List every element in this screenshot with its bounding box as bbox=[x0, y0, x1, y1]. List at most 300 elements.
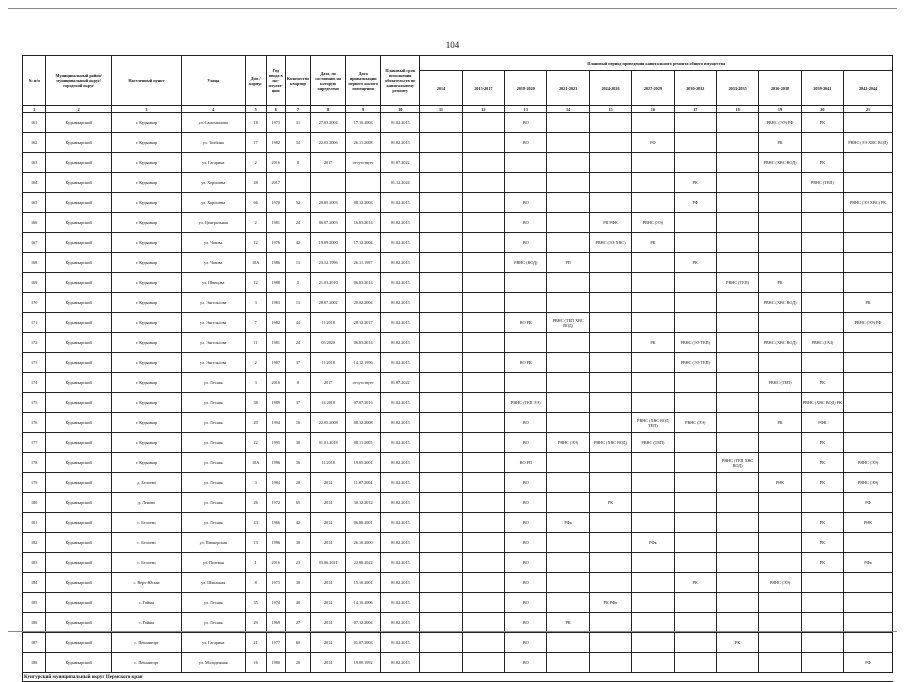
table-cell: г. Кудымкар bbox=[112, 133, 182, 153]
table-cell bbox=[716, 533, 758, 553]
table-cell: 01.02.2015 bbox=[381, 613, 420, 633]
table-cell: 48 bbox=[245, 173, 266, 193]
table-cell bbox=[420, 613, 462, 633]
table-cell: РВНС (ЭЭ) bbox=[674, 413, 716, 433]
table-cell bbox=[462, 453, 504, 473]
table-cell bbox=[759, 393, 801, 413]
table-cell: 169 bbox=[23, 273, 46, 293]
table-cell: Кудымкарский bbox=[46, 253, 112, 273]
table-cell bbox=[589, 153, 631, 173]
table-cell: 1974 bbox=[266, 593, 285, 613]
table-cell: 8 bbox=[285, 373, 310, 393]
table-cell bbox=[589, 173, 631, 193]
table-cell: 01.02.2015 bbox=[381, 333, 420, 353]
table-cell: РК bbox=[801, 513, 843, 533]
column-number: 21 bbox=[844, 106, 893, 113]
table-cell: 01.02.2015 bbox=[381, 193, 420, 213]
table-cell bbox=[547, 353, 589, 373]
table-cell: РК bbox=[674, 173, 716, 193]
table-cell: 05.2020 bbox=[311, 333, 346, 353]
table-cell: РВНС (ХВС ВОД) bbox=[589, 433, 631, 453]
table-cell: ул. Хорошева bbox=[181, 173, 245, 193]
table-cell: ВО bbox=[505, 193, 547, 213]
table-cell: РВНС (ТЕП ЭЭ) bbox=[505, 393, 547, 413]
table-cell: 185 bbox=[23, 593, 46, 613]
table-cell bbox=[420, 233, 462, 253]
table-cell: 161 bbox=[23, 113, 46, 133]
table-cell: РК bbox=[801, 553, 843, 573]
table-cell bbox=[674, 533, 716, 553]
table-cell bbox=[674, 213, 716, 233]
table-cell bbox=[547, 133, 589, 153]
table-cell: 181 bbox=[23, 513, 46, 533]
table-cell bbox=[674, 133, 716, 153]
table-cell bbox=[505, 333, 547, 353]
table-cell bbox=[462, 173, 504, 193]
table-cell: с. Пешнигорт bbox=[112, 633, 182, 653]
table-cell: ул. Лесная bbox=[181, 453, 245, 473]
table-cell: 1975 bbox=[266, 573, 285, 593]
table-cell: РК bbox=[716, 633, 758, 653]
table-cell: 43 bbox=[245, 513, 266, 533]
table-cell bbox=[801, 233, 843, 253]
table-cell: 1973 bbox=[266, 113, 285, 133]
table-cell bbox=[420, 153, 462, 173]
table-cell bbox=[801, 653, 843, 673]
table-cell bbox=[547, 213, 589, 233]
table-cell: 01.02.2015 bbox=[381, 473, 420, 493]
table-cell bbox=[462, 533, 504, 553]
table-row bbox=[23, 333, 893, 353]
table-cell: Кудымкарский bbox=[46, 373, 112, 393]
table-cell: г. Кудымкар bbox=[112, 353, 182, 373]
table-cell: 1966 bbox=[266, 513, 285, 533]
table-cell: г. Кудымкар bbox=[112, 393, 182, 413]
table-cell: Кудымкарский bbox=[46, 613, 112, 633]
table-cell: ВО bbox=[505, 133, 547, 153]
table-cell: 11 bbox=[245, 333, 266, 353]
table-cell bbox=[462, 593, 504, 613]
table-cell bbox=[632, 393, 674, 413]
table-cell bbox=[801, 633, 843, 653]
table-cell: с. Белоево bbox=[112, 513, 182, 533]
table-cell bbox=[716, 293, 758, 313]
table-cell: г. Кудымкар bbox=[112, 233, 182, 253]
table-cell: ВО bbox=[505, 613, 547, 633]
table-cell: д. Леново bbox=[112, 493, 182, 513]
table-cell bbox=[589, 293, 631, 313]
table-cell bbox=[462, 473, 504, 493]
table-cell bbox=[547, 533, 589, 553]
table-cell: д. Белоево bbox=[112, 473, 182, 493]
table-cell: 7 bbox=[245, 313, 266, 333]
table-cell: 20 bbox=[285, 653, 310, 673]
table-cell: ул. Лесная bbox=[181, 513, 245, 533]
table-cell bbox=[589, 453, 631, 473]
table-cell bbox=[462, 253, 504, 273]
header-period-2027-2029: 2027-2029 bbox=[632, 71, 674, 106]
table-cell bbox=[674, 633, 716, 653]
table-cell bbox=[759, 213, 801, 233]
table-cell: 1983 bbox=[266, 293, 285, 313]
column-number: 14 bbox=[547, 106, 589, 113]
table-cell: РП bbox=[547, 253, 589, 273]
table-cell: 2014 bbox=[311, 633, 346, 653]
table-cell: 166 bbox=[23, 213, 46, 233]
table-cell bbox=[462, 613, 504, 633]
table-cell: 178 bbox=[23, 453, 46, 473]
table-cell bbox=[844, 173, 893, 193]
header-period-2042-2044: 2042-2044 bbox=[844, 71, 893, 106]
table-cell: 16 bbox=[285, 413, 310, 433]
table-cell: 01.12.2024 bbox=[381, 173, 420, 193]
table-cell: г. Кудымкар bbox=[112, 113, 182, 133]
table-cell bbox=[589, 393, 631, 413]
table-cell bbox=[632, 513, 674, 533]
table-cell: 29 bbox=[245, 613, 266, 633]
register-table-wrap bbox=[22, 55, 893, 682]
table-cell: 26.10.2000 bbox=[346, 533, 381, 553]
table-cell: 01.02.2015 bbox=[381, 353, 420, 373]
table-cell bbox=[462, 133, 504, 153]
table-cell: 01.07.2022 bbox=[381, 153, 420, 173]
table-cell: РК bbox=[674, 253, 716, 273]
table-cell: г. Кудымкар bbox=[112, 313, 182, 333]
table-cell: 01.02.2015 bbox=[381, 433, 420, 453]
table-cell: 52 bbox=[285, 193, 310, 213]
table-cell: ул. Самохвалова bbox=[181, 113, 245, 133]
table-cell: ВО bbox=[505, 493, 547, 513]
header-period-2030-2032: 2030-2032 bbox=[674, 71, 716, 106]
table-cell bbox=[844, 633, 893, 653]
column-number: 20 bbox=[801, 106, 843, 113]
table-cell: ул. Центральная bbox=[181, 213, 245, 233]
table-cell bbox=[462, 353, 504, 373]
table-cell: 165 bbox=[23, 193, 46, 213]
table-cell bbox=[632, 153, 674, 173]
table-cell: 27.03.2004 bbox=[311, 113, 346, 133]
table-cell: 187 bbox=[23, 633, 46, 653]
table-cell: 01.02.2015 bbox=[381, 573, 420, 593]
table-cell bbox=[420, 173, 462, 193]
table-cell bbox=[462, 633, 504, 653]
header-settlement: Населенный пункт bbox=[112, 56, 182, 106]
table-cell bbox=[759, 313, 801, 333]
table-cell: РК bbox=[759, 133, 801, 153]
table-row bbox=[23, 393, 893, 413]
table-cell: 162 bbox=[23, 133, 46, 153]
table-cell bbox=[632, 353, 674, 373]
table-cell bbox=[844, 113, 893, 133]
table-cell: 1989 bbox=[266, 393, 285, 413]
table-cell: 30 bbox=[285, 573, 310, 593]
column-number: 5 bbox=[245, 106, 266, 113]
table-cell: 03.06.2021 bbox=[311, 553, 346, 573]
table-cell: РНК bbox=[844, 513, 893, 533]
table-cell bbox=[716, 613, 758, 633]
table-cell: 19.09.1992 bbox=[346, 653, 381, 673]
table-cell: 01.02.2015 bbox=[381, 393, 420, 413]
table-cell: 22.05.2008 bbox=[311, 413, 346, 433]
table-cell: РФ bbox=[844, 493, 893, 513]
table-cell: РВНС (ХВС ВОД ТЕП) bbox=[632, 413, 674, 433]
table-cell: ВО bbox=[505, 593, 547, 613]
column-number: 9 bbox=[346, 106, 381, 113]
table-cell bbox=[589, 273, 631, 293]
table-row bbox=[23, 633, 893, 653]
table-cell: ВО bbox=[505, 573, 547, 593]
table-row bbox=[23, 513, 893, 533]
table-row bbox=[23, 213, 893, 233]
table-row bbox=[23, 293, 893, 313]
table-cell bbox=[632, 473, 674, 493]
table-cell bbox=[674, 313, 716, 333]
table-cell bbox=[420, 633, 462, 653]
table-cell: ВО bbox=[505, 653, 547, 673]
table-cell bbox=[505, 293, 547, 313]
table-cell: 2014 bbox=[311, 613, 346, 633]
table-cell: с. Белоево bbox=[112, 553, 182, 573]
table-cell bbox=[716, 493, 758, 513]
table-cell: 01.02.2015 bbox=[381, 253, 420, 273]
table-row bbox=[23, 233, 893, 253]
table-cell: 168 bbox=[23, 253, 46, 273]
table-cell bbox=[420, 333, 462, 353]
table-cell: 31 bbox=[285, 113, 310, 133]
header-apartments: Количество квартир bbox=[285, 56, 310, 106]
header-date-priv: Дата приватизации первого жилого помещения bbox=[346, 56, 381, 106]
table-cell: 06.07.2003 bbox=[311, 213, 346, 233]
table-cell: 01.02.2015 bbox=[381, 413, 420, 433]
table-cell: 1981 bbox=[266, 213, 285, 233]
table-row bbox=[23, 113, 893, 133]
table-cell: отсутствует bbox=[346, 153, 381, 173]
table-cell bbox=[420, 573, 462, 593]
table-cell bbox=[759, 253, 801, 273]
table-cell: Кудымкарский bbox=[46, 473, 112, 493]
table-cell: 20 bbox=[245, 413, 266, 433]
table-cell bbox=[674, 233, 716, 253]
table-cell bbox=[759, 533, 801, 553]
table-cell: 186 bbox=[23, 613, 46, 633]
table-cell bbox=[844, 353, 893, 373]
table-cell: ул. Энгельсова bbox=[181, 293, 245, 313]
table-cell: 01.02.2015 bbox=[381, 293, 420, 313]
table-cell bbox=[547, 173, 589, 193]
table-cell: с. Гайны bbox=[112, 613, 182, 633]
table-cell: РВНС (ТЕП) bbox=[759, 373, 801, 393]
table-cell bbox=[462, 653, 504, 673]
table-cell bbox=[716, 413, 758, 433]
table-cell bbox=[674, 433, 716, 453]
table-cell: 1988 bbox=[266, 273, 285, 293]
table-cell bbox=[716, 233, 758, 253]
table-cell: РФк bbox=[547, 513, 589, 533]
table-cell bbox=[674, 373, 716, 393]
table-cell: РВНС (ВОД) bbox=[505, 253, 547, 273]
table-row bbox=[23, 613, 893, 633]
table-cell: ВО bbox=[505, 553, 547, 573]
table-cell bbox=[589, 413, 631, 433]
table-cell: 8 bbox=[245, 573, 266, 593]
table-cell: г. Кудымкар bbox=[112, 453, 182, 473]
table-cell: РК bbox=[844, 293, 893, 313]
table-cell: 13 bbox=[285, 293, 310, 313]
column-number: 8 bbox=[311, 106, 346, 113]
column-number: 19 bbox=[759, 106, 801, 113]
table-cell bbox=[801, 133, 843, 153]
table-cell: Кудымкарский bbox=[46, 513, 112, 533]
table-cell bbox=[716, 573, 758, 593]
table-cell: ул. Лесная bbox=[181, 593, 245, 613]
table-cell: ул. Полевая bbox=[181, 553, 245, 573]
table-cell bbox=[759, 453, 801, 473]
table-cell bbox=[547, 393, 589, 413]
table-cell bbox=[589, 373, 631, 393]
table-cell: отсутствует bbox=[346, 373, 381, 393]
table-cell: 42 bbox=[285, 233, 310, 253]
table-cell bbox=[420, 473, 462, 493]
table-cell: РВНС (ЭЭ ХВС ВОД) bbox=[844, 133, 893, 153]
table-cell: 3 bbox=[245, 473, 266, 493]
table-row bbox=[23, 473, 893, 493]
table-cell bbox=[505, 173, 547, 193]
table-cell bbox=[589, 633, 631, 653]
table-cell: 11.2018 bbox=[311, 353, 346, 373]
table-row bbox=[23, 373, 893, 393]
table-cell bbox=[420, 193, 462, 213]
table-cell: РВНС (ЭЭ ТЕП) bbox=[674, 333, 716, 353]
table-cell: г. Кудымкар bbox=[112, 173, 182, 193]
table-cell: Кудымкарский bbox=[46, 433, 112, 453]
table-cell: 14.10.2006 bbox=[346, 593, 381, 613]
table-cell: 22.08.2022 bbox=[346, 553, 381, 573]
column-number: 17 bbox=[674, 106, 716, 113]
table-cell bbox=[589, 613, 631, 633]
header-num: № п/п bbox=[23, 56, 46, 106]
table-cell: 60 bbox=[285, 633, 310, 653]
table-cell bbox=[844, 333, 893, 353]
table-cell bbox=[801, 193, 843, 213]
table-cell: ул. Чазова bbox=[181, 233, 245, 253]
table-cell: ВО bbox=[505, 513, 547, 533]
table-cell: Кудымкарский bbox=[46, 233, 112, 253]
table-cell: 1984 bbox=[266, 473, 285, 493]
table-cell: 5 bbox=[285, 273, 310, 293]
table-cell: 2014 bbox=[311, 653, 346, 673]
header-period-2033-2035: 2033-2035 bbox=[716, 71, 758, 106]
table-cell: 14.2018 bbox=[311, 393, 346, 413]
table-cell: 08.12.2003 bbox=[346, 193, 381, 213]
table-cell bbox=[674, 513, 716, 533]
table-cell bbox=[716, 213, 758, 233]
table-cell: 1970 bbox=[266, 193, 285, 213]
table-cell bbox=[716, 473, 758, 493]
table-cell: 2014 bbox=[311, 473, 346, 493]
table-cell: ул. Лесная bbox=[181, 373, 245, 393]
table-cell: 21.03.2010 bbox=[311, 273, 346, 293]
table-cell bbox=[547, 553, 589, 573]
table-cell bbox=[759, 653, 801, 673]
table-cell: РВНС (ХВС ВОД) РК bbox=[801, 393, 843, 413]
table-cell bbox=[462, 393, 504, 413]
table-cell: ул. Энгельсова bbox=[181, 353, 245, 373]
table-cell: 12 bbox=[245, 233, 266, 253]
table-cell: РВНС (ГАЗ) bbox=[801, 333, 843, 353]
table-cell bbox=[632, 253, 674, 273]
table-cell: РВНС (ЭЭ) bbox=[759, 573, 801, 593]
table-cell: ул. Лесная bbox=[181, 473, 245, 493]
table-cell bbox=[589, 353, 631, 373]
table-cell: 167 bbox=[23, 233, 46, 253]
table-cell: 174 bbox=[23, 373, 46, 393]
table-cell: 2014 bbox=[311, 573, 346, 593]
table-cell: 26 bbox=[245, 493, 266, 513]
table-cell: 1987 bbox=[266, 353, 285, 373]
table-cell bbox=[632, 293, 674, 313]
table-cell: РФк bbox=[844, 553, 893, 573]
table-cell bbox=[759, 173, 801, 193]
table-cell bbox=[716, 593, 758, 613]
table-cell: 01.07.2003 bbox=[346, 633, 381, 653]
table-cell: РК bbox=[801, 533, 843, 553]
table-cell bbox=[420, 373, 462, 393]
table-cell: 1972 bbox=[266, 493, 285, 513]
table-row bbox=[23, 313, 893, 333]
header-period-2021-2023: 2021-2023 bbox=[547, 71, 589, 106]
table-cell bbox=[462, 333, 504, 353]
header-date-own: Дата, по состоянию на которую определено bbox=[311, 56, 346, 106]
table-cell bbox=[420, 413, 462, 433]
table-cell: 01.02.2015 bbox=[381, 553, 420, 573]
table-cell bbox=[420, 593, 462, 613]
table-cell: 173 bbox=[23, 353, 46, 373]
table-cell bbox=[759, 433, 801, 453]
table-cell: Кудымкарский bbox=[46, 173, 112, 193]
table-cell bbox=[589, 533, 631, 553]
table-cell: РК bbox=[674, 573, 716, 593]
table-cell bbox=[311, 173, 346, 193]
table-cell bbox=[801, 613, 843, 633]
table-cell bbox=[632, 193, 674, 213]
table-cell bbox=[462, 273, 504, 293]
table-cell bbox=[462, 293, 504, 313]
table-cell bbox=[674, 153, 716, 173]
table-cell: 1986 bbox=[266, 253, 285, 273]
table-cell: 14.12.1996 bbox=[346, 353, 381, 373]
header-period-2014: 2014 bbox=[420, 71, 462, 106]
table-cell bbox=[589, 133, 631, 153]
table-cell bbox=[674, 393, 716, 413]
table-cell bbox=[844, 233, 893, 253]
table-cell: 28.12.2017 bbox=[346, 313, 381, 333]
table-cell: ул. Лесная bbox=[181, 493, 245, 513]
table-cell bbox=[420, 433, 462, 453]
table-cell bbox=[716, 113, 758, 133]
table-cell: 17.12.2004 bbox=[346, 233, 381, 253]
table-cell: 37 bbox=[285, 393, 310, 413]
table-cell bbox=[462, 153, 504, 173]
table-cell bbox=[420, 293, 462, 313]
table-cell: 184 bbox=[23, 573, 46, 593]
table-cell bbox=[420, 213, 462, 233]
table-cell: г. Кудымкар bbox=[112, 193, 182, 213]
column-number: 18 bbox=[716, 106, 758, 113]
table-cell: ул. Энгельсова bbox=[181, 333, 245, 353]
table-cell bbox=[547, 633, 589, 653]
table-cell: г. Кудымкар bbox=[112, 293, 182, 313]
table-cell: 8 bbox=[285, 153, 310, 173]
